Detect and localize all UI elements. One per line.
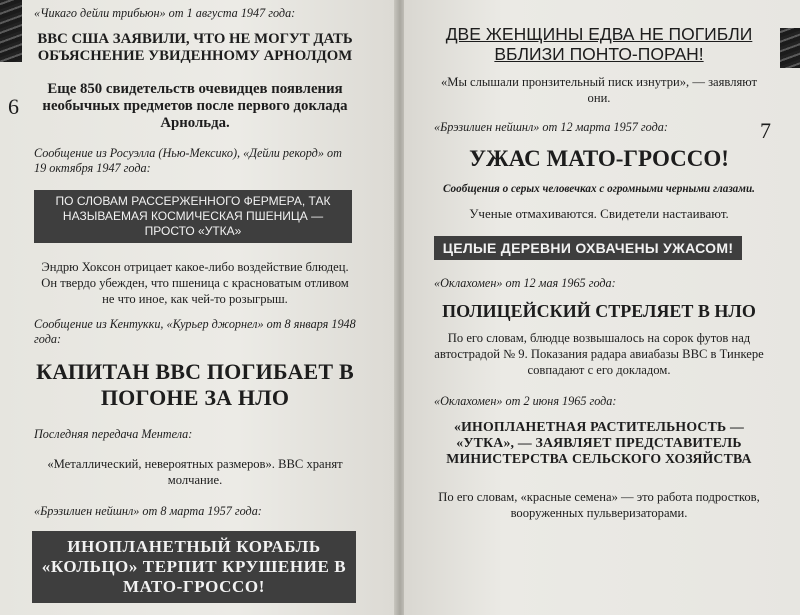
headline: ВВС США ЗАЯВИЛИ, ЧТО НЕ МОГУТ ДАТЬ ОБЪЯСНЕНИЕ УВИДЕННОМУ АРНОЛДОМ [37,31,353,64]
headline-underlined: ДВЕ ЖЕНЩИНЫ ЕДВА НЕ ПОГИБЛИ ВБЛИЗИ ПОНТО-ПОРАН! [445,24,753,64]
headline-large: УЖАС МАТО-ГРОССО! [469,146,729,171]
source-line: «Брэзилиен нейшнл» от 8 марта 1957 года: [34,504,262,518]
right-column [434,24,764,521]
headline-banner-large: ИНОПЛАНЕТНЫЙ КОРАБЛЬ «КОЛЬЦО» ТЕРПИТ КРУШЕНИЕ В МАТО-ГРОССО! [32,531,356,603]
subheadline: Сообщения о серых человечках с огромными черными глазами. [443,183,755,195]
corner-ornament-right [780,28,800,68]
left-column [34,6,356,603]
headline: «ИНОПЛАНЕТНАЯ РАСТИТЕЛЬНОСТЬ — «УТКА», — ЗАЯВЛЯЕТ ПРЕДСТАВИТЕЛЬ МИНИСТЕРСТВА СЕЛЬСКОГО ХОЗЯЙСТВА [446,419,752,466]
source-line: Последняя передача Ментела: [34,427,193,441]
headline: ПОЛИЦЕЙСКИЙ СТРЕЛЯЕТ В НЛО [442,301,756,321]
left-page [0,0,396,615]
paragraph: Эндрю Хоксон отрицает какое-либо воздействие блюдец. Он твердо убежден, что пшеница с красноватым отливом не что иное, как чей-то розыгрыш. [41,260,349,306]
source-line: Сообщение из Кентукки, «Курьер джорнел» от 8 января 1948 года: [34,317,356,346]
quote: «Металлический, невероятных размеров». ВВС хранят молчание. [47,457,343,487]
corner-ornament-left [0,0,22,62]
headline-banner: ПО СЛОВАМ РАССЕРЖЕННОГО ФЕРМЕРА, ТАК НАЗЫВАЕМАЯ КОСМИЧЕСКАЯ ПШЕНИЦА — ПРОСТО «УТКА» [34,190,352,243]
source-line: Сообщение из Росуэлла (Нью-Мексико), «Дейли рекорд» от 19 октября 1947 года: [34,146,342,175]
page-number-left: 6 [8,94,19,119]
headline-large: КАПИТАН ВВС ПОГИБАЕТ В ПОГОНЕ ЗА НЛО [36,359,354,410]
source-line: «Оклахомен» от 12 мая 1965 года: [434,276,616,290]
paragraph: По его словам, блюдце возвышалось на сорок футов над автострадой № 9. Показания радара авиабазы ВВС в Тинкере совпадают с его докладом. [434,331,764,377]
paragraph: Ученые отмахиваются. Свидетели настаивают. [469,206,729,221]
right-page [404,0,800,615]
quote: «Мы слышали пронзительный писк изнутри», — заявляют они. [440,75,758,105]
source-line: «Брэзилиен нейшнл» от 12 марта 1957 года: [434,120,668,134]
subheadline: Еще 850 свидетельств очевидцев появления необычных предметов после первого доклада Арнольда. [42,81,348,131]
source-line: «Чикаго дейли трибьюн» от 1 августа 1947 года: [34,6,296,20]
source-line: «Оклахомен» от 2 июня 1965 года: [434,394,617,408]
page-number-right: 7 [760,118,771,143]
headline-banner: ЦЕЛЫЕ ДЕРЕВНИ ОХВАЧЕНЫ УЖАСОМ! [434,236,742,260]
paragraph: По его словам, «красные семена» — это работа подростков, вооруженных пульверизаторами. [438,490,760,520]
